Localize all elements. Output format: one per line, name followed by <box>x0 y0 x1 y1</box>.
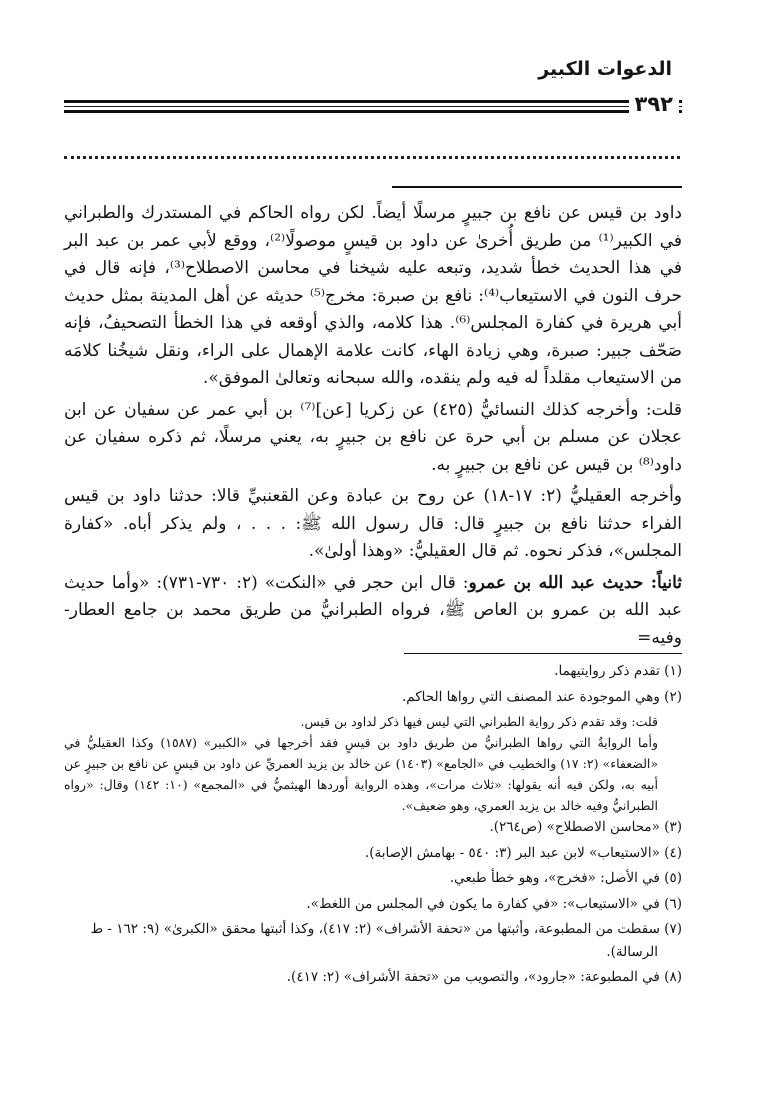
header-rule-thick <box>64 100 682 103</box>
paragraph <box>64 570 682 653</box>
paragraph: داود بن قيس عن نافع بن جبيرٍ مرسلًا أيضاً. لكن رواه الحاكم في المستدرك والطبراني في الكبير⁽¹⁾ من طريق أُخرىٰ عن داود بن قيسٍ موصولًا⁽²⁾، ووقع لأبي عمر بن عبد البر في هذا الحديث خطأ شديد، وتبعه عليه شيخنا في محاسن الاصطلاح⁽³⁾، فإنه قال في حرف النون في الاستيعاب⁽⁴⁾: نافع بن صبرة: مخرج⁽⁵⁾ حديثه عن أهل المدينة بمثل حديث أبي هريرة في كفارة المجلس⁽⁶⁾. هذا كلامه، والذي أوقعه في هذا الخطأ التصحيفُ، فإنه صَحّف جبير: صبرة، وهي زيادة الهاء، كانت علامة الإهمال على الراء، ونقل شيخُنا كلامَه من الاستيعاب مقلداً له فيه ولم ينقده، والله سبحانه وتعالىٰ الموفق». <box>64 203 682 388</box>
footnote-1: (١) تقدم ذكر روايتيهما. <box>554 663 682 679</box>
footnote-2-detail: وأما الروايةُ التي رواها الطبرانيُّ من طريق داود بن قيسٍ فقد أخرجها في «الكبير» (١٥٨٧) وكذا العقيليُّ في «الضعفاء» (٢: ١٧) والخطيب في «الجامع» (١٤٠٣) عن خالد بن يزيد العمريِّ عن داود بن قيسٍ عن نافع بن جبيرٍ عن أبيه به، ولكن فيه أنه يقولها: «ثلاث مرات»، وهذه الرواية أوردها الهيثميُّ في «المجمع» (١٠: ١٤٢) وقال: «رواه الطبرانيُّ وفيه خالد بن يزيد العمري، وهو ضعيف». <box>64 735 658 813</box>
footnote-6: (٦) في «الاستيعاب»: «في كفارة ما يكون في المجلس من اللغط». <box>306 895 682 912</box>
footnote-4: (٤) «الاستيعاب» لابن عبد البر (٣: ٥٤٠ - بهامش الإصابة). <box>364 844 682 861</box>
continuation-rule <box>392 186 682 188</box>
paragraph-text: : قال ابن حجر في «النكت» (٢: ٧٣٠-٧٣١): «وأما حديث عبد الله بن عمرو بن العاص ﷺ، فرواه الطبرانيُّ من طريق محمد بن جامع العطار- وفيه= <box>64 572 682 648</box>
paragraph: قلت: وأخرجه كذلك النسائيُّ (٤٢٥) عن زكريا [عن]⁽⁷⁾ بن أبي عمر عن سفيان عن ابن عجلان عن مسلم بن أبي حرة عن نافع بن جبيرٍ به، يعني مرسلًا، ثم ذكره سفيان عن داود⁽⁸⁾ بن قيس عن نافع بن جبيرٍ به. <box>64 399 682 475</box>
footnote-2-note: قلت: وقد تقدم ذكر رواية الطبراني التي ليس فيها ذكر لداود بن قيس. <box>300 714 658 729</box>
dotted-separator <box>64 156 680 159</box>
footnote-8: (٨) في المطبوعة: «جارود»، والتصويب من «تحفة الأشراف» (٢: ٤١٧). <box>286 969 682 985</box>
header-rule-thin <box>64 106 682 107</box>
page-number: ٣٩٢ <box>629 92 679 116</box>
footnote-3: (٣) «محاسن الاصطلاح» (ص٢٦٤). <box>489 819 682 835</box>
footnote-7-continued: الرسالة). <box>606 943 658 960</box>
main-text <box>64 200 682 656</box>
footnote-separator <box>404 653 682 654</box>
paragraph: وأخرجه العقيليُّ (٢: ١٧-١٨) عن روح بن عبادة وعن القعنبيِّ قالا: حدثنا داود بن قيس الفراء حدثنا نافع بن جبيرٍ قال: قال رسول الله ﷺ: . . . ، ولم يذكر أباه. «كفارة المجلس»، فذكر نحوه. ثم قال العقيليُّ: «وهذا أولىٰ». <box>64 486 683 561</box>
section-heading: ثانياً: حديث عبد الله بن عمرو <box>468 572 682 593</box>
footnote-2: (٢) وهي الموجودة عند المصنف التي رواها الحاكم. <box>401 688 682 705</box>
footnote-5: (٥) في الأصل: «فخرج»، وهو خطأ طبعي. <box>449 870 682 886</box>
header-rule-thick-lower <box>64 110 682 113</box>
running-header-title: الدعوات الكبير <box>538 58 672 80</box>
footnotes <box>64 660 682 992</box>
footnote-7: (٧) سقطت من المطبوعة، وأثبتها من «تحفة الأشراف» (٢: ٤١٧)، وكذا أثبتها محقق «الكبرىٰ» (٩: ١٦٢ - ط <box>90 921 682 937</box>
